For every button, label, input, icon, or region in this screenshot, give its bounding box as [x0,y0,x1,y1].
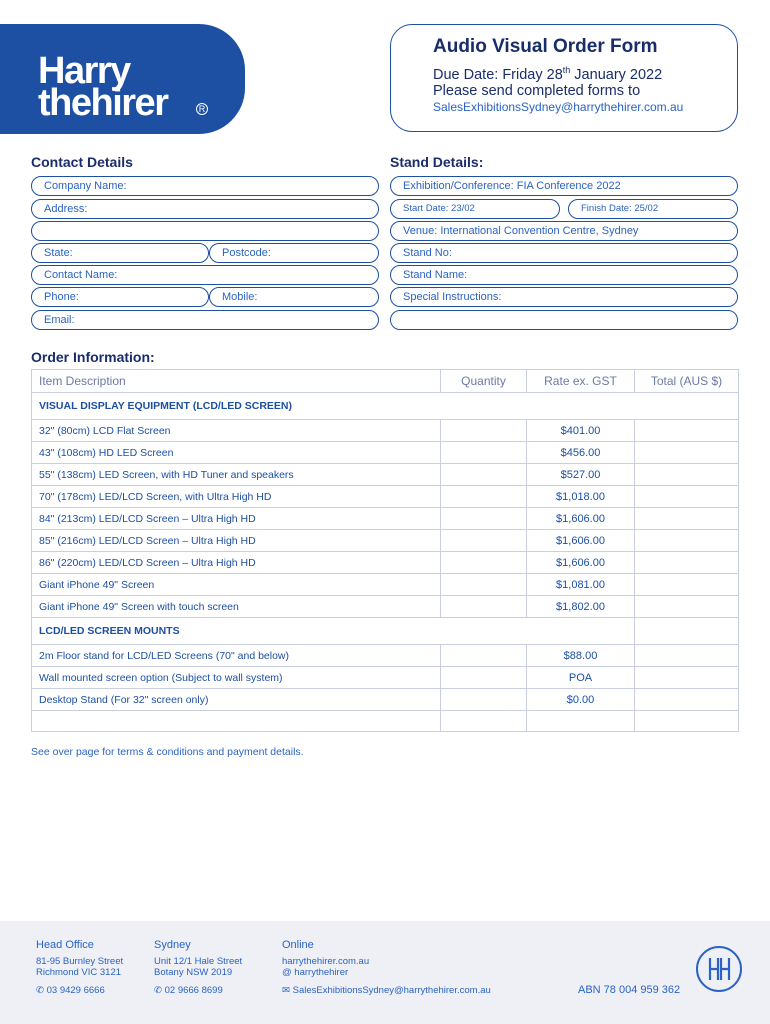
header-total: Total (AUS $) [635,370,739,393]
total-cell[interactable] [635,596,739,618]
head-office-title: Head Office [36,939,94,951]
total-cell[interactable] [635,486,739,508]
company-logo [0,24,245,134]
rate-cell: POA [527,667,635,689]
contact-name-field[interactable]: Contact Name: [31,265,379,285]
table-row [32,508,739,530]
logo-line-2: thehirer [38,82,168,124]
monogram-svg [698,948,740,990]
order-table [31,369,739,732]
mail-icon: ✉ [282,985,290,996]
category-row [32,393,739,420]
rate-cell: $456.00 [527,442,635,464]
website-link[interactable]: harrythehirer.com.au [282,956,370,967]
sydney-phone[interactable] [154,985,223,997]
header-rate: Rate ex. GST [527,370,635,393]
stand-name-field[interactable]: Stand Name: [390,265,738,285]
blank-cell[interactable] [635,711,739,732]
quantity-cell[interactable] [441,596,527,618]
sydney-address-2: Botany NSW 2019 [154,967,233,978]
rate-cell: $401.00 [527,420,635,442]
due-date-sup: th [562,65,571,75]
quantity-cell[interactable] [441,420,527,442]
rate-cell: $1,606.00 [527,552,635,574]
rate-cell: $1,606.00 [527,508,635,530]
total-cell[interactable] [635,645,739,667]
table-row [32,486,739,508]
item-description: 85" (216cm) LED/LCD Screen – Ultra High HD [32,530,441,552]
item-description: Giant iPhone 49" Screen with touch screen [32,596,441,618]
item-description: 2m Floor stand for LCD/LED Screens (70" and below) [32,645,441,667]
abn: ABN 78 004 959 362 [578,984,681,996]
item-description: 86" (220cm) LED/LCD Screen – Ultra High HD [32,552,441,574]
total-cell[interactable] [635,574,739,596]
head-office-address-1: 81-95 Burnley Street [36,956,124,967]
rate-cell: $88.00 [527,645,635,667]
order-information-title: Order Information: [31,349,155,365]
due-date-suffix: January 2022 [570,66,663,83]
mobile-field[interactable]: Mobile: [209,287,379,307]
stand-details-title: Stand Details: [390,154,484,170]
rate-cell: $1,018.00 [527,486,635,508]
phone-icon: ✆ [36,985,44,996]
category-row [32,618,739,645]
rate-cell: $1,606.00 [527,530,635,552]
item-description: 43" (108cm) HD LED Screen [32,442,441,464]
company-name-field[interactable]: Company Name: [31,176,379,196]
header-quantity: Quantity [441,370,527,393]
postcode-field[interactable]: Postcode: [209,243,379,263]
state-field[interactable]: State: [31,243,209,263]
sydney-phone-number: 02 9666 8699 [164,985,223,996]
venue-field[interactable]: Venue: International Convention Centre, Sydney [390,221,738,241]
rate-cell: $0.00 [527,689,635,711]
head-office-phone-number: 03 9429 6666 [46,985,105,996]
table-row [32,667,739,689]
table-row [32,530,739,552]
exhibition-field[interactable]: Exhibition/Conference: FIA Conference 2022 [390,176,738,196]
total-cell[interactable] [635,442,739,464]
total-cell[interactable] [635,530,739,552]
address-line-2-field[interactable] [31,221,379,241]
finish-date-field[interactable]: Finish Date: 25/02 [568,199,738,219]
category-mounts: LCD/LED SCREEN MOUNTS [32,618,635,645]
table-row [32,596,739,618]
table-row [32,552,739,574]
quantity-cell[interactable] [441,645,527,667]
rate-cell: $527.00 [527,464,635,486]
item-description: 70" (178cm) LED/LCD Screen, with Ultra High HD [32,486,441,508]
social-handle-text: harrythehirer [294,967,349,978]
at-icon: @ [282,967,292,978]
stand-no-field[interactable]: Stand No: [390,243,738,263]
blank-cell[interactable] [32,711,441,732]
quantity-cell[interactable] [441,574,527,596]
header-item-description: Item Description [32,370,441,393]
total-cell[interactable] [635,667,739,689]
total-cell[interactable] [635,552,739,574]
brand-monogram-icon [696,946,742,992]
item-description: Giant iPhone 49" Screen [32,574,441,596]
total-cell[interactable] [635,508,739,530]
table-row [32,574,739,596]
due-date-prefix: Due Date: Friday 28 [433,66,563,83]
phone-icon: ✆ [154,985,162,996]
social-handle[interactable] [282,967,348,979]
table-row [32,464,739,486]
table-row [32,420,739,442]
item-description: 32" (80cm) LCD Flat Screen [32,420,441,442]
quantity-cell[interactable] [441,530,527,552]
item-description: 84" (213cm) LED/LCD Screen – Ultra High HD [32,508,441,530]
quantity-cell[interactable] [441,667,527,689]
sydney-title: Sydney [154,939,191,951]
footer-email[interactable] [282,985,491,997]
online-title: Online [282,939,314,951]
quantity-cell[interactable] [441,486,527,508]
email-link[interactable]: SalesExhibitionsSydney@harrythehirer.com.au [433,100,684,114]
rate-cell: $1,802.00 [527,596,635,618]
item-description: 55" (138cm) LED Screen, with HD Tuner and speakers [32,464,441,486]
logo-line-1: Harry [38,50,130,92]
email-field[interactable]: Email: [31,310,379,330]
sydney-address-1: Unit 12/1 Hale Street [154,956,243,967]
total-cell[interactable] [635,420,739,442]
blank-row [32,711,739,732]
special-instructions-field[interactable]: Special Instructions: [390,287,738,307]
start-date-field[interactable]: Start Date: 23/02 [390,199,560,219]
quantity-cell[interactable] [441,508,527,530]
item-description: Desktop Stand (For 32" screen only) [32,689,441,711]
category-mounts-total [635,618,739,645]
total-cell[interactable] [635,464,739,486]
form-title: Audio Visual Order Form [433,36,658,57]
special-instructions-line-2[interactable] [390,310,738,330]
registered-mark: R [196,103,208,115]
head-office-address-2: Richmond VIC 3121 [36,967,122,978]
address-field[interactable]: Address: [31,199,379,219]
item-description: Wall mounted screen option (Subject to wall system) [32,667,441,689]
category-visual-display: VISUAL DISPLAY EQUIPMENT (LCD/LED SCREEN) [32,393,739,420]
table-row [32,645,739,667]
terms-note: See over page for terms & conditions and payment details. [31,746,304,758]
quantity-cell[interactable] [441,442,527,464]
table-header-row [32,370,739,393]
footer-email-text: SalesExhibitionsSydney@harrythehirer.com.au [292,985,491,996]
phone-field[interactable]: Phone: [31,287,209,307]
table-row [32,689,739,711]
blank-cell[interactable] [441,711,527,732]
send-note: Please send completed forms to [433,83,641,99]
quantity-cell[interactable] [441,464,527,486]
head-office-phone[interactable] [36,985,105,997]
rate-cell: $1,081.00 [527,574,635,596]
due-date [433,65,662,83]
quantity-cell[interactable] [441,689,527,711]
blank-cell[interactable] [527,711,635,732]
contact-details-title: Contact Details [31,154,133,170]
total-cell[interactable] [635,689,739,711]
quantity-cell[interactable] [441,552,527,574]
table-row [32,442,739,464]
